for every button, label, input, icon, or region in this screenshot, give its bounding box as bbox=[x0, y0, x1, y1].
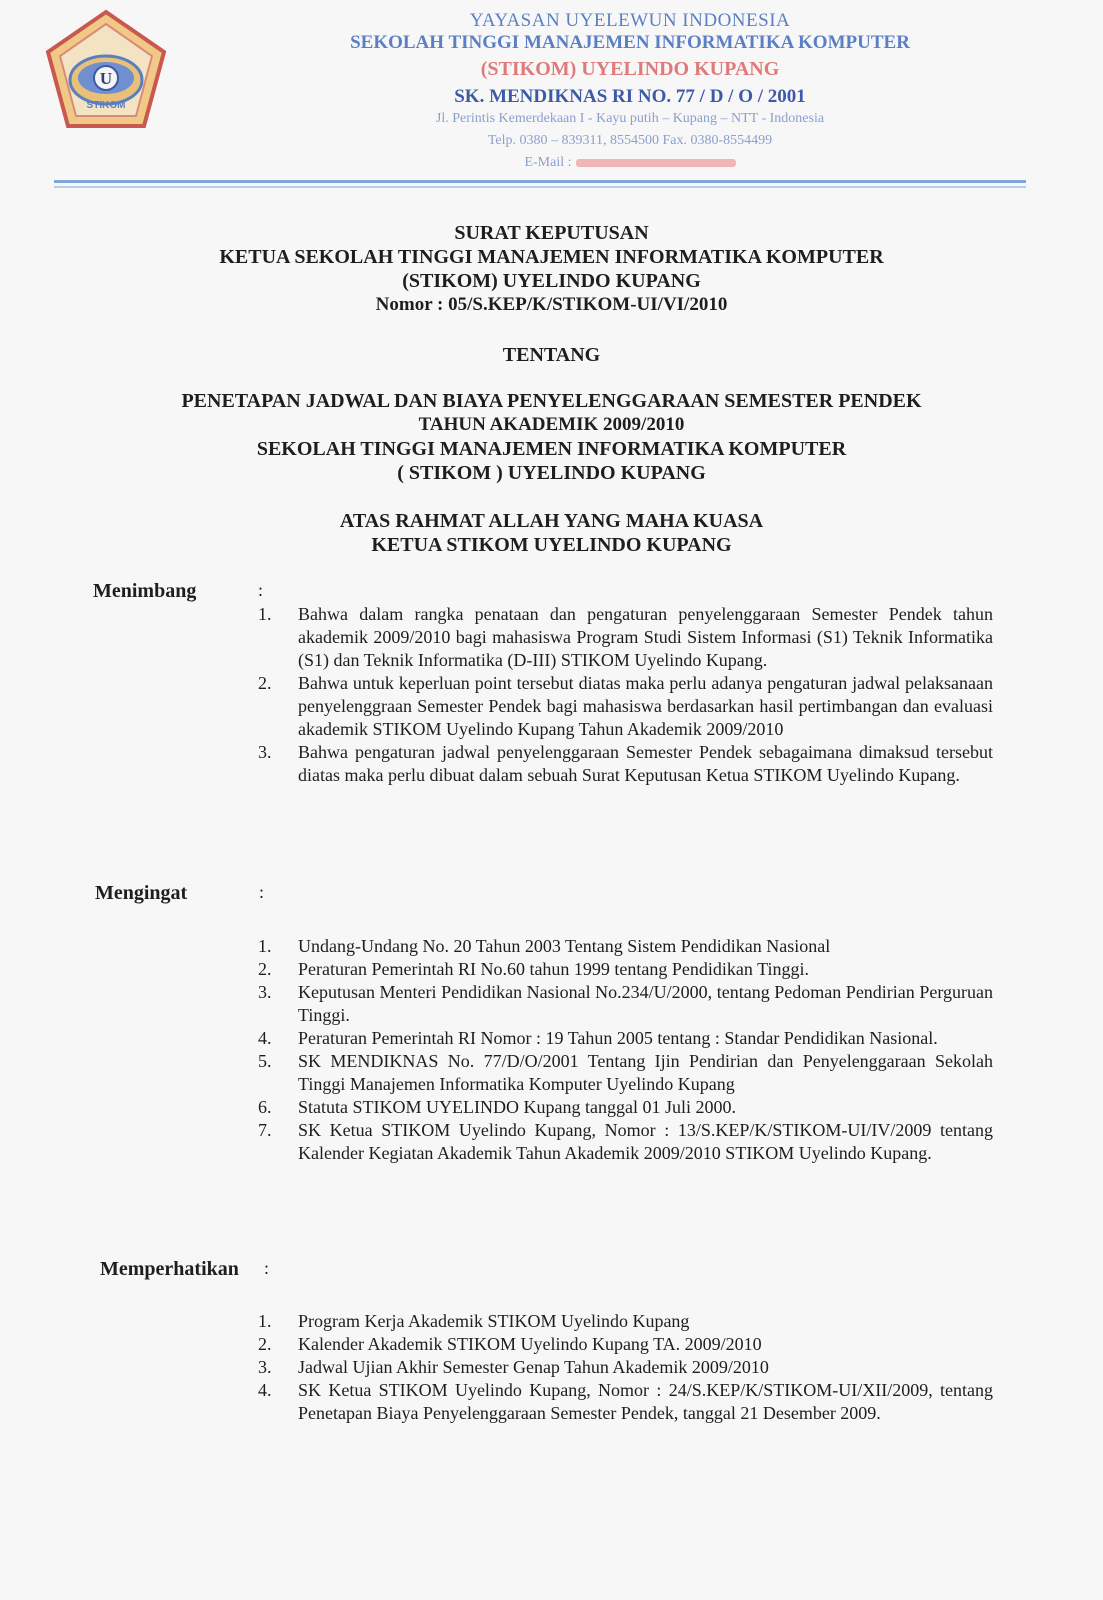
letterhead-rule-thin bbox=[54, 186, 1026, 188]
item-text: Kalender Akademik STIKOM Uyelindo Kupang TA. 2009/2010 bbox=[298, 1334, 762, 1354]
mengingat-item bbox=[258, 1027, 993, 1050]
item-number: 7. bbox=[258, 1120, 272, 1140]
memperhatikan-item bbox=[258, 1356, 993, 1379]
letterhead-address: Jl. Perintis Kemerdekaan I - Kayu putih – Kupang – NTT - Indonesia bbox=[435, 111, 825, 126]
doc-title: SURAT KEPUTUSAN bbox=[454, 222, 649, 244]
memperhatikan-list bbox=[258, 1310, 993, 1425]
doc-issuer-short: (STIKOM) UYELINDO KUPANG bbox=[402, 270, 701, 292]
stikom-logo bbox=[42, 8, 170, 136]
item-number: 5. bbox=[258, 1051, 272, 1071]
letterhead-email bbox=[230, 155, 1030, 171]
item-text: SK MENDIKNAS No. 77/D/O/2001 Tentang Ijin Pendirian dan Penyelenggaraan Sekolah Tinggi Manajemen Informatika Komputer Uyelindo Kupang bbox=[298, 1051, 993, 1094]
item-text: Statuta STIKOM UYELINDO Kupang tanggal 01 Juli 2000. bbox=[298, 1097, 736, 1117]
memperhatikan-item bbox=[258, 1379, 993, 1425]
mengingat-item bbox=[258, 958, 993, 981]
section-mengingat-label: Mengingat bbox=[95, 882, 188, 904]
item-number: 1. bbox=[258, 1311, 272, 1331]
menimbang-item bbox=[258, 603, 993, 672]
item-text: Bahwa pengaturan jadwal penyelenggaraan Semester Pendek sebagaimana dimaksud tersebut diatas maka perlu dibuat dalam sebuah Surat Keputusan Ketua STIKOM Uyelindo Kupang. bbox=[298, 742, 993, 785]
menimbang-item bbox=[258, 741, 993, 787]
memperhatikan-item bbox=[258, 1333, 993, 1356]
logo-text: STIKOM bbox=[86, 100, 126, 111]
doc-issuer: KETUA SEKOLAH TINGGI MANAJEMEN INFORMATIKA KOMPUTER bbox=[219, 246, 884, 268]
email-redacted bbox=[576, 159, 736, 167]
item-text: SK Ketua STIKOM Uyelindo Kupang, Nomor : 24/S.KEP/K/STIKOM-UI/XII/2009, tentang Penetapan Biaya Penyelenggaraan Semester Pendek, tanggal 21 Desember 2009. bbox=[298, 1380, 993, 1423]
doc-number: Nomor : 05/S.KEP/K/STIKOM-UI/VI/2010 bbox=[375, 294, 728, 315]
item-number: 2. bbox=[258, 673, 272, 693]
letterhead-rule bbox=[54, 180, 1026, 183]
doc-subject-2: TAHUN AKADEMIK 2009/2010 bbox=[418, 414, 685, 435]
item-text: SK Ketua STIKOM Uyelindo Kupang, Nomor : 13/S.KEP/K/STIKOM-UI/IV/2009 tentang Kalender Kegiatan Akademik Tahun Akademik 2009/2010 STIKOM Uyelindo Kupang. bbox=[298, 1120, 993, 1163]
letterhead-decree: SK. MENDIKNAS RI NO. 77 / D / O / 2001 bbox=[454, 86, 806, 107]
item-text: Bahwa untuk keperluan point tersebut diatas maka perlu adanya pengaturan jadwal pelaksanaan penyelenggraan Semester Pendek bagi mahasiswa berdasarkan hasil pertimbangan dan evaluasi akademik STIKOM Uyelindo Kupang Tahun Akademik 2009/2010 bbox=[298, 673, 993, 739]
mengingat-item bbox=[258, 981, 993, 1027]
email-label: E-Mail : bbox=[524, 155, 572, 170]
section-memperhatikan-label: Memperhatikan bbox=[100, 1258, 239, 1280]
item-number: 1. bbox=[258, 604, 272, 624]
section-menimbang-label: Menimbang bbox=[93, 580, 197, 602]
item-number: 3. bbox=[258, 1357, 272, 1377]
letterhead-foundation: YAYASAN UYELEWUN INDONESIA bbox=[469, 10, 791, 31]
section-colon: : bbox=[258, 580, 264, 600]
item-text: Undang-Undang No. 20 Tahun 2003 Tentang Sistem Pendidikan Nasional bbox=[298, 936, 831, 956]
item-text: Program Kerja Akademik STIKOM Uyelindo Kupang bbox=[298, 1311, 690, 1331]
logo-letter: U bbox=[99, 69, 113, 88]
doc-opening-2: KETUA STIKOM UYELINDO KUPANG bbox=[371, 534, 732, 556]
doc-about: TENTANG bbox=[502, 344, 601, 366]
item-number: 2. bbox=[258, 959, 272, 979]
item-number: 3. bbox=[258, 982, 272, 1002]
mengingat-list bbox=[258, 935, 993, 1165]
item-text: Bahwa dalam rangka penataan dan pengaturan penyelenggaraan Semester Pendek tahun akademik 2009/2010 bagi mahasiswa Program Studi Sistem Informasi (S1) Teknik Informatika (S1) dan Teknik Informatika (D-III) STIKOM Uyelindo Kupang. bbox=[298, 604, 993, 670]
item-text: Peraturan Pemerintah RI Nomor : 19 Tahun 2005 tentang : Standar Pendidikan Nasional. bbox=[298, 1028, 938, 1048]
mengingat-item bbox=[258, 935, 993, 958]
letterhead-school: SEKOLAH TINGGI MANAJEMEN INFORMATIKA KOMPUTER bbox=[350, 32, 910, 53]
doc-opening-1: ATAS RAHMAT ALLAH YANG MAHA KUASA bbox=[339, 510, 764, 532]
menimbang-list bbox=[258, 603, 993, 787]
section-colon: : bbox=[259, 882, 265, 902]
item-text: Jadwal Ujian Akhir Semester Genap Tahun Akademik 2009/2010 bbox=[298, 1357, 769, 1377]
item-number: 1. bbox=[258, 936, 272, 956]
item-number: 2. bbox=[258, 1334, 272, 1354]
item-text: Peraturan Pemerintah RI No.60 tahun 1999 tentang Pendidikan Tinggi. bbox=[298, 959, 809, 979]
item-number: 6. bbox=[258, 1097, 272, 1117]
item-number: 4. bbox=[258, 1028, 272, 1048]
mengingat-item bbox=[258, 1096, 993, 1119]
item-text: Keputusan Menteri Pendidikan Nasional No.234/U/2000, tentang Pedoman Pendirian Perguruan Tinggi. bbox=[298, 982, 993, 1025]
memperhatikan-item bbox=[258, 1310, 993, 1333]
doc-subject-3: SEKOLAH TINGGI MANAJEMEN INFORMATIKA KOMPUTER bbox=[256, 438, 847, 460]
menimbang-item bbox=[258, 672, 993, 741]
mengingat-item bbox=[258, 1119, 993, 1165]
doc-subject-4: ( STIKOM ) UYELINDO KUPANG bbox=[397, 462, 706, 484]
item-number: 4. bbox=[258, 1380, 272, 1400]
section-colon: : bbox=[264, 1258, 270, 1278]
item-number: 3. bbox=[258, 742, 272, 762]
mengingat-item bbox=[258, 1050, 993, 1096]
letterhead-short-name: (STIKOM) UYELINDO KUPANG bbox=[480, 58, 780, 80]
doc-subject-1: PENETAPAN JADWAL DAN BIAYA PENYELENGGARAAN SEMESTER PENDEK bbox=[181, 390, 922, 412]
letterhead-phone: Telp. 0380 – 839311, 8554500 Fax. 0380-8554499 bbox=[487, 133, 773, 148]
